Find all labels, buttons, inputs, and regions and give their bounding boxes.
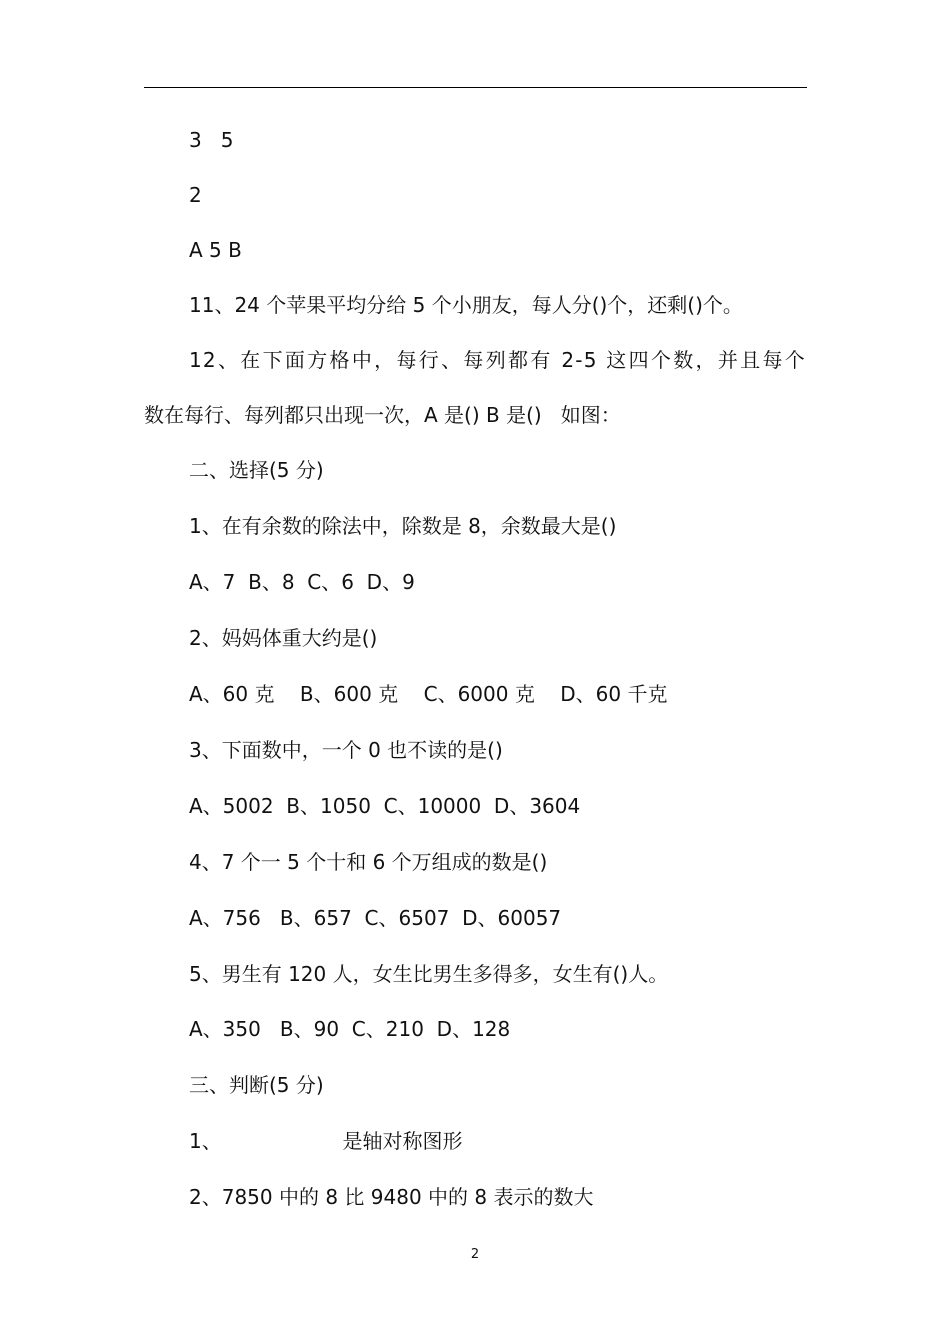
choice-options-4: A、756 B、657 C、6507 D、60057 <box>189 906 562 930</box>
question-11: 11、24 个苹果平均分给 5 个小朋友，每人分()个，还剩()个。 <box>189 293 743 317</box>
choice-question-4: 4、7 个一 5 个十和 6 个万组成的数是() <box>189 850 548 874</box>
choice-options-1: A、7 B、8 C、6 D、9 <box>189 570 415 594</box>
page-number: 2 <box>470 1247 480 1262</box>
choice-options-3: A、5002 B、1050 C、10000 D、3604 <box>189 794 581 818</box>
question-12-line-2: 数在每行、每列都只出现一次，A 是() B 是() 如图： <box>144 403 621 427</box>
choice-options-2: A、60 克 B、600 克 C、6000 克 D、60 千克 <box>189 682 668 706</box>
choice-question-5: 5、男生有 120 人，女生比男生多得多，女生有()人。 <box>189 962 669 986</box>
grid-fragment-row-2: 2 <box>189 183 202 207</box>
grid-fragment-row-1: 3 5 <box>189 128 234 152</box>
header-rule <box>144 87 807 88</box>
choice-question-1: 1、在有余数的除法中，除数是 8，余数最大是() <box>189 514 617 538</box>
judge-question-2: 2、7850 中的 8 比 9480 中的 8 表示的数大 <box>189 1185 594 1209</box>
choice-options-5: A、350 B、90 C、210 D、128 <box>189 1017 511 1041</box>
judge-question-1: 1、 是轴对称图形 <box>189 1129 463 1153</box>
grid-fragment-row-3: A 5 B <box>189 238 242 262</box>
section-heading-choice: 二、选择(5 分) <box>189 458 324 482</box>
question-12-line-1: 12、在下面方格中，每行、每列都有 2-5 这四个数，并且每个 <box>189 348 806 372</box>
choice-question-3: 3、下面数中，一个 0 也不读的是() <box>189 738 503 762</box>
choice-question-2: 2、妈妈体重大约是() <box>189 626 378 650</box>
section-heading-judge: 三、判断(5 分) <box>189 1073 324 1097</box>
